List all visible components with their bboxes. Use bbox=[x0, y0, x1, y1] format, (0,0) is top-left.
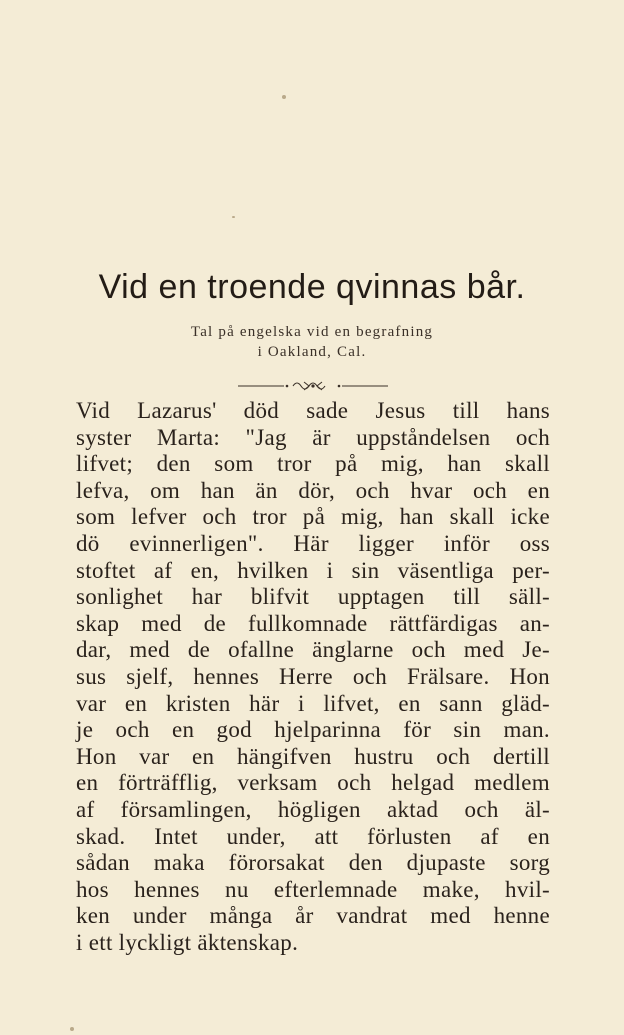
text-line: lefva, om han än dör, och hvar och en bbox=[76, 477, 550, 503]
text-line: dö evinnerligen". Här ligger inför oss bbox=[76, 530, 550, 556]
chapter-subtitle bbox=[0, 322, 624, 362]
text-line: sådan maka förorsakat den djupaste sorg bbox=[76, 850, 550, 876]
paper-speck bbox=[232, 216, 235, 218]
text-line: som lefver och tror på mig, han skall icke bbox=[76, 504, 550, 530]
text-line: syster Marta: "Jag är uppståndelsen och bbox=[76, 424, 550, 450]
section-divider-ornament bbox=[238, 378, 388, 392]
text-line: skap med de fullkomnade rättfärdigas an- bbox=[76, 610, 550, 636]
text-line: Hon var en hängifven hustru och dertill bbox=[76, 743, 550, 769]
text-line: stoftet af en, hvilken i sin väsentliga per- bbox=[76, 557, 550, 583]
subtitle-line: Tal på engelska vid en begrafning bbox=[190, 324, 434, 340]
chapter-title: Vid en troende qvinnas bår. bbox=[98, 268, 526, 306]
text-line: skad. Intet under, att förlusten af en bbox=[76, 823, 550, 849]
paper-speck bbox=[282, 95, 286, 99]
text-line: je och en god hjelparinna för sin man. bbox=[76, 717, 550, 743]
text-line: af församlingen, högligen aktad och äl- bbox=[76, 796, 550, 822]
text-line: en förträfflig, verksam och helgad medlem bbox=[76, 770, 550, 796]
body-paragraph bbox=[76, 398, 550, 956]
text-line: sus sjelf, hennes Herre och Frälsare. Hon bbox=[76, 663, 550, 689]
text-line: hos hennes nu efterlemnade make, hvil- bbox=[76, 876, 550, 902]
text-line: dar, med de ofallne änglarne och med Je- bbox=[76, 637, 550, 663]
text-line: ken under många år vandrat med henne bbox=[76, 903, 550, 929]
text-line: lifvet; den som tror på mig, han skall bbox=[76, 451, 550, 477]
text-line: var en kristen här i lifvet, en sann gläd- bbox=[76, 690, 550, 716]
subtitle-line: i Oakland, Cal. bbox=[257, 344, 367, 360]
text-line: i ett lyckligt äktenskap. bbox=[76, 929, 299, 955]
text-line: sonlighet har blifvit upptagen till säll- bbox=[76, 584, 550, 610]
text-line: Vid Lazarus' död sade Jesus till hans bbox=[76, 398, 550, 423]
paper-speck bbox=[70, 1027, 74, 1031]
